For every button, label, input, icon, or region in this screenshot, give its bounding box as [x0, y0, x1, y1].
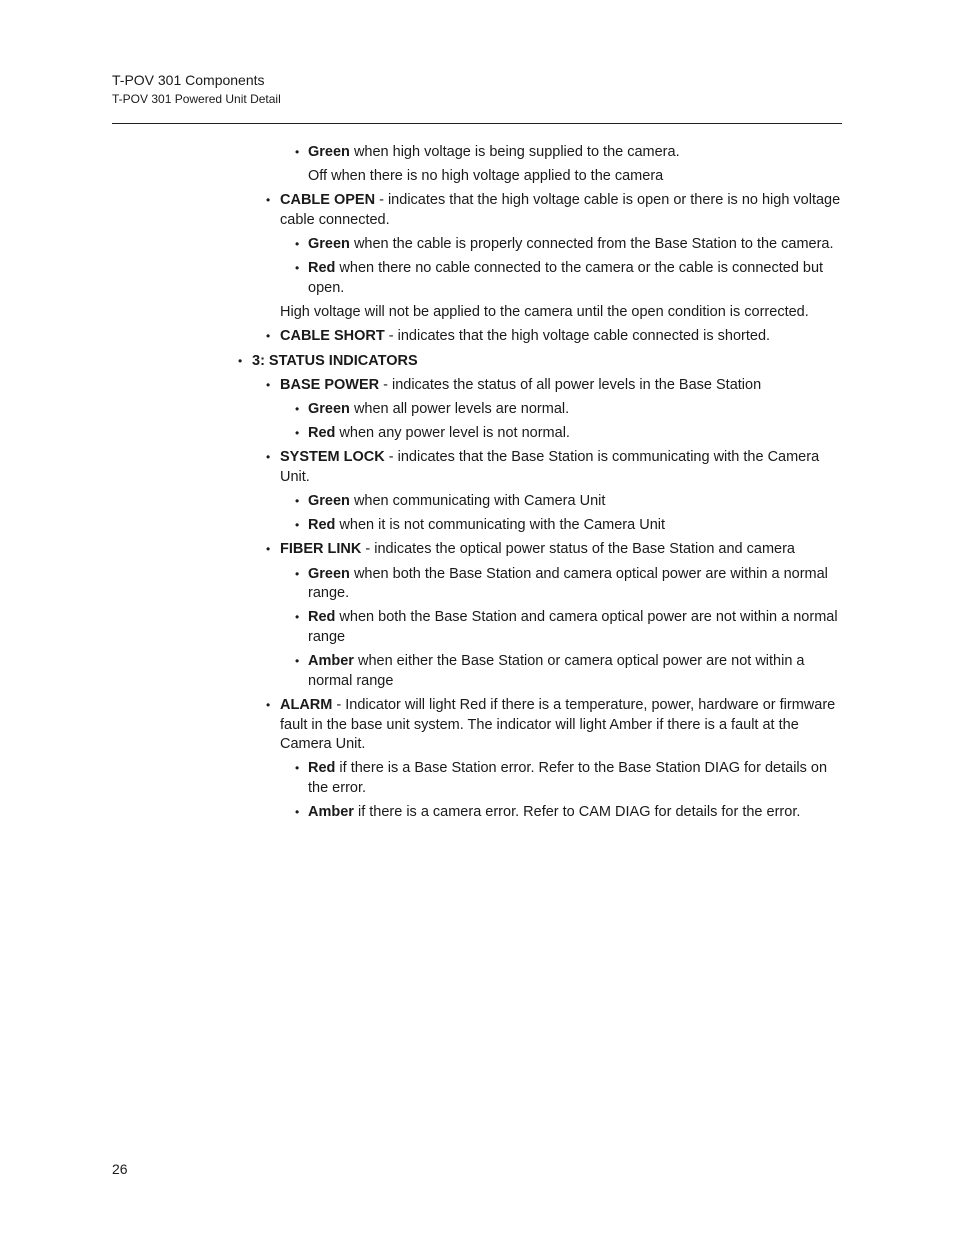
- bullet-icon: •: [295, 401, 300, 416]
- bullet-icon: •: [295, 566, 300, 581]
- list-item: [0, 327, 954, 347]
- item-text: - indicates the status of all power levels in the Base Station: [379, 376, 762, 393]
- bullet-icon: •: [295, 237, 300, 252]
- bullet-icon: •: [295, 805, 300, 820]
- bullet-icon: •: [295, 145, 300, 159]
- item-text: - indicates that the high voltage cable connected is shorted.: [384, 328, 771, 345]
- item-term: Green: [308, 493, 350, 510]
- item-text: if there is a camera error. Refer to CAM DIAG for details for the error.: [353, 804, 801, 821]
- item-text: when either the Base Station or camera optical power are not within a normal range: [308, 653, 805, 689]
- bullet-icon: •: [266, 193, 271, 208]
- page-number: 26: [112, 1161, 128, 1177]
- list-paragraph: [0, 303, 954, 323]
- item-text: High voltage will not be applied to the camera until the open condition is corrected.: [280, 304, 809, 321]
- item-term: SYSTEM LOCK: [280, 449, 385, 466]
- list-item: [0, 759, 954, 798]
- bullet-icon: •: [295, 261, 300, 276]
- item-text: when both the Base Station and camera optical power are not within a normal range: [308, 609, 838, 645]
- bullet-icon: •: [295, 654, 300, 669]
- item-term: 3: STATUS INDICATORS: [252, 352, 418, 369]
- item-term: Green: [308, 565, 350, 582]
- item-text: when there no cable connected to the camera or the cable is connected but open.: [308, 260, 824, 296]
- header-subtitle: T-POV 301 Powered Unit Detail: [112, 92, 281, 106]
- bullet-icon: •: [295, 761, 300, 776]
- item-term: Amber: [308, 653, 354, 670]
- list-item: [0, 652, 954, 691]
- list-item: [0, 565, 954, 604]
- running-header: [112, 70, 281, 108]
- bullet-icon: •: [266, 450, 271, 465]
- list-paragraph: [0, 167, 954, 187]
- list-item: [0, 696, 954, 755]
- list-item: [0, 259, 954, 298]
- list-item: [0, 191, 954, 230]
- header-title: T-POV 301 Components: [112, 72, 265, 88]
- item-term: ALARM: [280, 696, 333, 713]
- item-text: when all power levels are normal.: [349, 400, 570, 417]
- item-text: when communicating with Camera Unit: [349, 493, 606, 510]
- item-text: when both the Base Station and camera optical power are within a normal range.: [308, 565, 828, 602]
- bullet-icon: •: [295, 494, 300, 509]
- bullet-icon: •: [295, 610, 300, 625]
- list-item: [0, 803, 954, 823]
- item-text: Off when there is no high voltage applied to the camera: [308, 168, 664, 185]
- list-item: [0, 235, 954, 255]
- list-item: [0, 516, 954, 536]
- item-term: CABLE OPEN: [280, 192, 376, 209]
- list-item: [0, 424, 954, 444]
- item-text: if there is a Base Station error. Refer to the Base Station DIAG for details on the error.: [308, 760, 828, 796]
- bullet-icon: •: [295, 518, 300, 533]
- page-body: [0, 143, 954, 827]
- item-term: Red: [308, 425, 336, 442]
- item-term: Red: [308, 517, 336, 534]
- list-item: [0, 400, 954, 420]
- item-term: Red: [308, 760, 336, 777]
- bullet-icon: •: [266, 377, 271, 392]
- bullet-icon: •: [266, 329, 271, 344]
- item-text: when the cable is properly connected from the Base Station to the camera.: [349, 236, 834, 253]
- item-term: FIBER LINK: [280, 541, 362, 558]
- item-term: BASE POWER: [280, 376, 380, 393]
- item-text: - Indicator will light Red if there is a temperature, power, hardware or firmware fault in the base unit system. The indicator will light Amber if there is a fault at the Camera Unit.: [280, 696, 836, 753]
- item-text: - indicates that the high voltage cable is open or there is no high voltage cable connected.: [280, 192, 841, 228]
- item-term: Green: [308, 236, 350, 253]
- item-term: CABLE SHORT: [280, 328, 385, 345]
- bullet-icon: •: [238, 353, 243, 368]
- header-rule: [112, 123, 842, 124]
- list-item: [0, 352, 954, 372]
- list-item: [0, 492, 954, 512]
- item-text: when high voltage is being supplied to the camera.: [349, 144, 680, 160]
- list-item: [0, 608, 954, 647]
- item-text: - indicates that the Base Station is communicating with the Camera Unit.: [280, 449, 820, 485]
- item-term: Red: [308, 609, 336, 626]
- bullet-icon: •: [266, 542, 271, 557]
- bullet-icon: •: [295, 426, 300, 441]
- list-item: [0, 376, 954, 396]
- list-item: [0, 540, 954, 560]
- item-text: - indicates the optical power status of the Base Station and camera: [361, 541, 795, 558]
- list-item: [0, 448, 954, 487]
- item-term: Green: [308, 144, 350, 160]
- item-text: when it is not communicating with the Camera Unit: [335, 517, 666, 534]
- item-term: Red: [308, 260, 336, 277]
- bullet-icon: •: [266, 697, 271, 712]
- item-text: when any power level is not normal.: [335, 425, 570, 442]
- list-item: [0, 143, 954, 163]
- item-term: Amber: [308, 804, 354, 821]
- item-term: Green: [308, 400, 350, 417]
